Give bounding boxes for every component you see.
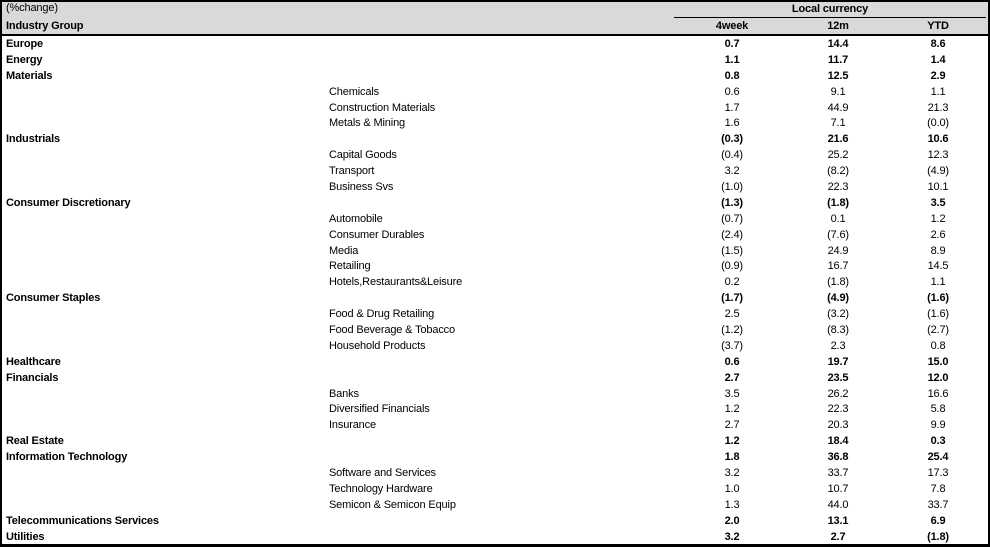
value-12m: 13.1 <box>827 514 849 527</box>
table-row <box>2 227 988 243</box>
table-row <box>2 322 988 338</box>
value-12m: 18.4 <box>827 435 849 448</box>
table-row <box>2 243 988 259</box>
industry-label: Consumer Staples <box>6 292 101 305</box>
value-4week: 0.8 <box>724 69 740 82</box>
value-ytd: 7.8 <box>930 482 946 495</box>
value-12m: 2.7 <box>830 530 846 543</box>
value-ytd: 21.3 <box>927 101 949 114</box>
table-row <box>2 290 988 306</box>
industry-label: Diversified Financials <box>329 403 430 416</box>
value-12m: 0.1 <box>830 212 846 225</box>
industry-label: Chemicals <box>329 85 379 98</box>
table-row <box>2 195 988 211</box>
value-12m: 22.3 <box>827 180 849 193</box>
table-body <box>2 36 988 545</box>
value-ytd: 8.9 <box>930 244 946 257</box>
value-ytd: 17.3 <box>927 466 949 479</box>
industry-label: Telecommunications Services <box>6 514 159 527</box>
value-ytd: 12.0 <box>927 371 949 384</box>
value-ytd: (1.6) <box>927 308 949 321</box>
value-4week: 1.6 <box>724 117 740 130</box>
value-4week: (1.3) <box>721 196 743 209</box>
value-4week: 1.2 <box>724 435 740 448</box>
industry-label: Household Products <box>329 339 426 352</box>
table-row <box>2 258 988 274</box>
value-4week: 2.0 <box>724 514 740 527</box>
value-12m: (1.8) <box>827 196 849 209</box>
industry-label: Capital Goods <box>329 149 397 162</box>
value-ytd: (2.7) <box>927 323 949 336</box>
industry-label: Consumer Discretionary <box>6 196 131 209</box>
industry-label: Technology Hardware <box>329 482 433 495</box>
value-12m: (1.8) <box>827 276 849 289</box>
value-4week: (1.7) <box>721 292 743 305</box>
value-4week: (0.9) <box>721 260 743 273</box>
value-ytd: 33.7 <box>927 498 949 511</box>
table-row <box>2 84 988 100</box>
value-12m: (4.9) <box>827 292 849 305</box>
header-row-currency <box>2 2 988 18</box>
industry-label: Banks <box>329 387 359 400</box>
table-row <box>2 52 988 68</box>
table-row <box>2 338 988 354</box>
industry-label: Metals & Mining <box>329 117 406 130</box>
column-header-12m: 12m <box>827 20 849 32</box>
currency-span <box>674 2 986 18</box>
industry-label: Energy <box>6 53 43 66</box>
value-12m: (7.6) <box>827 228 849 241</box>
table-row <box>2 115 988 131</box>
value-4week: 0.7 <box>724 37 740 50</box>
value-ytd: 1.2 <box>930 212 946 225</box>
value-ytd: 12.3 <box>927 149 949 162</box>
table-row <box>2 179 988 195</box>
value-12m: 26.2 <box>827 387 849 400</box>
table-row <box>2 481 988 497</box>
table-row <box>2 370 988 386</box>
value-12m: 21.6 <box>827 133 849 146</box>
value-12m: 2.3 <box>830 339 846 352</box>
table-row <box>2 417 988 433</box>
value-ytd: 10.1 <box>927 180 949 193</box>
value-4week: 3.2 <box>724 466 740 479</box>
industry-label: Industrials <box>6 133 60 146</box>
table-row <box>2 354 988 370</box>
value-ytd: 14.5 <box>927 260 949 273</box>
value-ytd: (1.6) <box>927 292 949 305</box>
value-ytd: 15.0 <box>927 355 949 368</box>
value-12m: 16.7 <box>827 260 849 273</box>
value-12m: 7.1 <box>830 117 846 130</box>
value-12m: 44.0 <box>827 498 849 511</box>
value-ytd: 16.6 <box>927 387 949 400</box>
value-12m: 44.9 <box>827 101 849 114</box>
industry-label: Transport <box>329 165 375 178</box>
value-ytd: 5.8 <box>930 403 946 416</box>
header-row-columns <box>2 18 988 34</box>
industry-label: Materials <box>6 69 53 82</box>
value-4week: (1.0) <box>721 180 743 193</box>
value-12m: 23.5 <box>827 371 849 384</box>
table-row <box>2 306 988 322</box>
value-12m: 14.4 <box>827 37 849 50</box>
industry-label: Food & Drug Retailing <box>329 308 435 321</box>
value-4week: 0.2 <box>724 276 740 289</box>
industry-label: Construction Materials <box>329 101 436 114</box>
value-12m: 12.5 <box>827 69 849 82</box>
table-row <box>2 401 988 417</box>
value-4week: 1.2 <box>724 403 740 416</box>
value-4week: 2.7 <box>724 419 740 432</box>
value-12m: 20.3 <box>827 419 849 432</box>
value-4week: 0.6 <box>724 355 740 368</box>
value-12m: 36.8 <box>827 451 849 464</box>
value-12m: 9.1 <box>830 85 846 98</box>
value-ytd: 25.4 <box>927 451 949 464</box>
table-row <box>2 163 988 179</box>
column-header-ytd: YTD <box>927 20 949 32</box>
value-ytd: (1.8) <box>927 530 949 543</box>
percent-change-label: (%change) <box>6 2 58 14</box>
table-header <box>2 2 988 36</box>
industry-label: Consumer Durables <box>329 228 425 241</box>
value-ytd: 6.9 <box>930 514 946 527</box>
value-4week: 1.3 <box>724 498 740 511</box>
industry-label: Semicon & Semicon Equip <box>329 498 456 511</box>
value-12m: (8.2) <box>827 165 849 178</box>
value-4week: 1.0 <box>724 482 740 495</box>
value-ytd: 3.5 <box>930 196 946 209</box>
value-ytd: 2.6 <box>930 228 946 241</box>
value-ytd: 2.9 <box>930 69 946 82</box>
value-ytd: 0.3 <box>930 435 946 448</box>
table-row <box>2 211 988 227</box>
industry-label: Retailing <box>329 260 371 273</box>
value-4week: 0.6 <box>724 85 740 98</box>
value-4week: (2.4) <box>721 228 743 241</box>
value-12m: 25.2 <box>827 149 849 162</box>
value-ytd: 10.6 <box>927 133 949 146</box>
value-4week: 2.5 <box>724 308 740 321</box>
value-ytd: 0.8 <box>930 339 946 352</box>
value-4week: 2.7 <box>724 371 740 384</box>
value-4week: (0.4) <box>721 149 743 162</box>
value-12m: (8.3) <box>827 323 849 336</box>
industry-label: Insurance <box>329 419 376 432</box>
value-4week: 3.2 <box>724 530 740 543</box>
industry-label: Media <box>329 244 359 257</box>
value-ytd: (4.9) <box>927 165 949 178</box>
table-row <box>2 36 988 52</box>
value-ytd: 1.4 <box>930 53 946 66</box>
value-4week: 1.1 <box>724 53 740 66</box>
industry-label: Software and Services <box>329 466 436 479</box>
table-row <box>2 100 988 116</box>
value-4week: 1.8 <box>724 451 740 464</box>
industry-label: Financials <box>6 371 59 384</box>
industry-label: Automobile <box>329 212 383 225</box>
value-12m: 24.9 <box>827 244 849 257</box>
table-row <box>2 386 988 402</box>
industry-label: Utilities <box>6 530 45 543</box>
local-currency-header: Local currency <box>674 2 986 18</box>
table-row <box>2 131 988 147</box>
column-header-4week: 4week <box>715 20 749 32</box>
table-row <box>2 274 988 290</box>
industry-group-header: Industry Group <box>6 20 84 32</box>
table-row <box>2 497 988 513</box>
value-4week: (1.5) <box>721 244 743 257</box>
table-row <box>2 449 988 465</box>
table-row <box>2 147 988 163</box>
value-12m: 33.7 <box>827 466 849 479</box>
value-ytd: 1.1 <box>930 85 946 98</box>
value-4week: 1.7 <box>724 101 740 114</box>
value-12m: 19.7 <box>827 355 849 368</box>
value-4week: (0.7) <box>721 212 743 225</box>
industry-label: Food Beverage & Tobacco <box>329 323 455 336</box>
table-row <box>2 513 988 529</box>
table-row <box>2 433 988 449</box>
value-12m: 10.7 <box>827 482 849 495</box>
industry-label: Business Svs <box>329 180 394 193</box>
value-12m: 11.7 <box>827 53 849 66</box>
value-ytd: 1.1 <box>930 276 946 289</box>
table-row <box>2 529 988 545</box>
value-12m: (3.2) <box>827 308 849 321</box>
industry-label: Europe <box>6 37 43 50</box>
industry-label: Information Technology <box>6 451 128 464</box>
industry-label: Real Estate <box>6 435 64 448</box>
value-4week: (0.3) <box>721 133 743 146</box>
industry-label: Healthcare <box>6 355 61 368</box>
value-4week: 3.2 <box>724 165 740 178</box>
value-ytd: (0.0) <box>927 117 949 130</box>
value-ytd: 8.6 <box>930 37 946 50</box>
value-ytd: 9.9 <box>930 419 946 432</box>
value-4week: (3.7) <box>721 339 743 352</box>
table-row <box>2 68 988 84</box>
industry-label: Hotels,Restaurants&Leisure <box>329 276 463 289</box>
value-4week: (1.2) <box>721 323 743 336</box>
value-12m: 22.3 <box>827 403 849 416</box>
table-row <box>2 465 988 481</box>
value-4week: 3.5 <box>724 387 740 400</box>
